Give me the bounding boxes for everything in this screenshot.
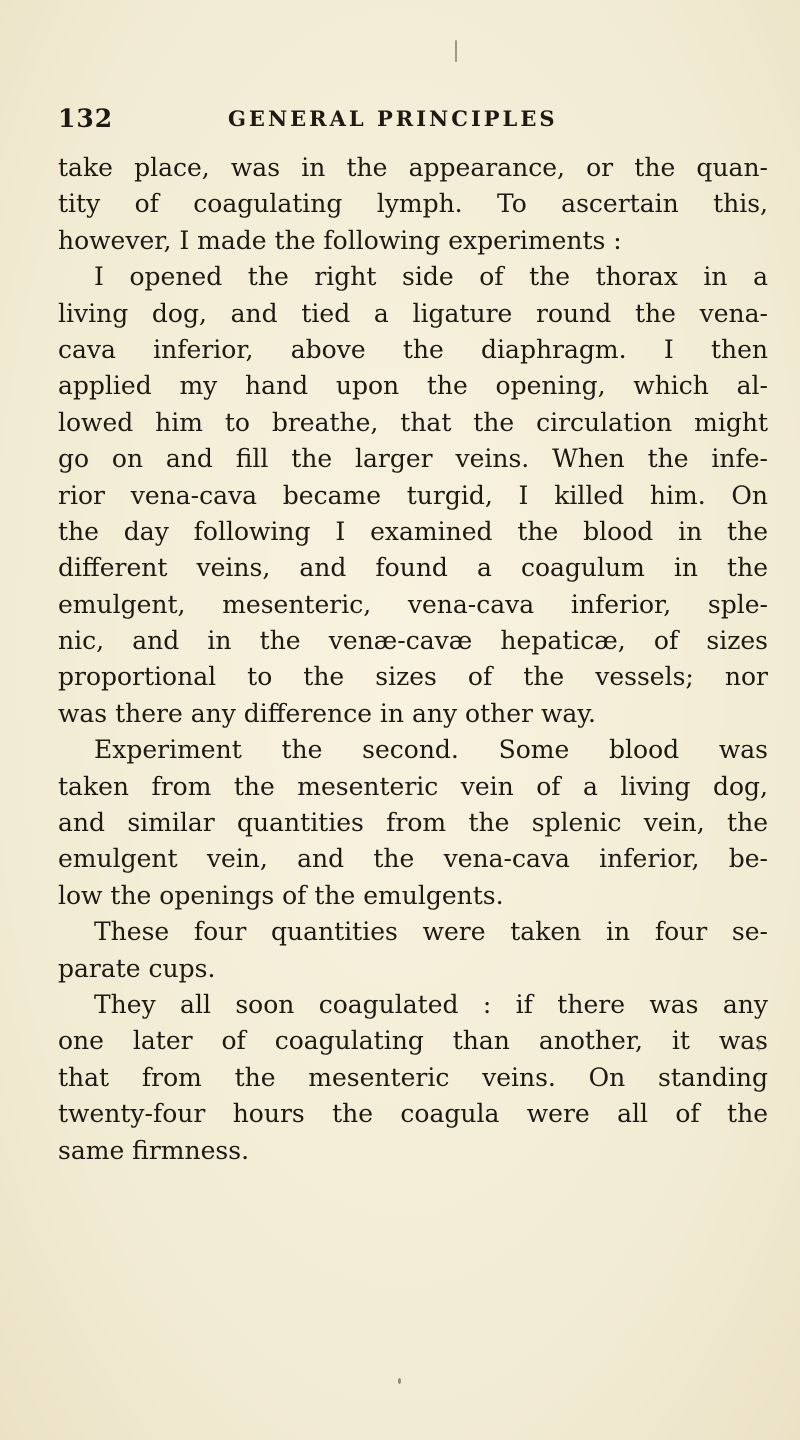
text-line: lowed him to breathe, that the circulation might: [58, 407, 768, 437]
paper-speck: [758, 1040, 760, 1052]
text-line: different veins, and found a coagulum in the: [58, 553, 768, 583]
text-line: was there any difference in any other way.: [58, 698, 597, 728]
text-line: rior vena-cava became turgid, I killed him. On: [58, 480, 768, 510]
text-line: that from the mesenteric veins. On standing: [58, 1062, 768, 1092]
text-line: twenty-four hours the coagula were all of the: [58, 1099, 768, 1129]
text-line: I opened the right side of the thorax in a: [94, 262, 768, 292]
text-line: These four quantities were taken in four se-: [94, 917, 768, 947]
text-line: taken from the mesenteric vein of a living dog,: [58, 771, 768, 801]
text-line: They all soon coagulated : if there was any: [94, 989, 768, 1019]
text-line: Experiment the second. Some blood was: [94, 735, 768, 765]
text-line: proportional to the sizes of the vessels; nor: [58, 662, 768, 692]
text-line: the day following I examined the blood in the: [58, 516, 768, 546]
text-line: nic, and in the venæ-cavæ hepaticæ, of sizes: [58, 626, 768, 656]
text-line: emulgent, mesenteric, vena-cava inferior, sple-: [58, 589, 768, 619]
text-line: take place, was in the appearance, or the quan-: [58, 153, 768, 182]
paper-speck: [455, 40, 457, 62]
running-head-title: GENERAL PRINCIPLES: [228, 106, 558, 131]
text-line: and similar quantities from the splenic vein, the: [58, 808, 768, 838]
text-line: parate cups.: [58, 953, 216, 983]
text-line: emulgent vein, and the vena-cava inferior, be-: [58, 844, 768, 874]
paper-speck: [398, 1378, 401, 1384]
text-line: living dog, and tied a ligature round the vena-: [58, 298, 768, 328]
body-text: [58, 150, 768, 1169]
running-head: [58, 104, 758, 144]
text-line: low the openings of the emulgents.: [58, 880, 504, 910]
text-line: one later of coagulating than another, it was: [58, 1026, 768, 1056]
text-line: go on and fill the larger veins. When the infe-: [58, 444, 768, 474]
text-line: same firmness.: [58, 1135, 250, 1165]
text-line: cava inferior, above the diaphragm. I then: [58, 334, 768, 364]
text-line: applied my hand upon the opening, which al-: [58, 371, 768, 401]
page-number: 132: [58, 104, 114, 133]
text-line: however, I made the following experiments :: [58, 225, 622, 255]
text-line: tity of coagulating lymph. To ascertain this,: [58, 189, 768, 219]
